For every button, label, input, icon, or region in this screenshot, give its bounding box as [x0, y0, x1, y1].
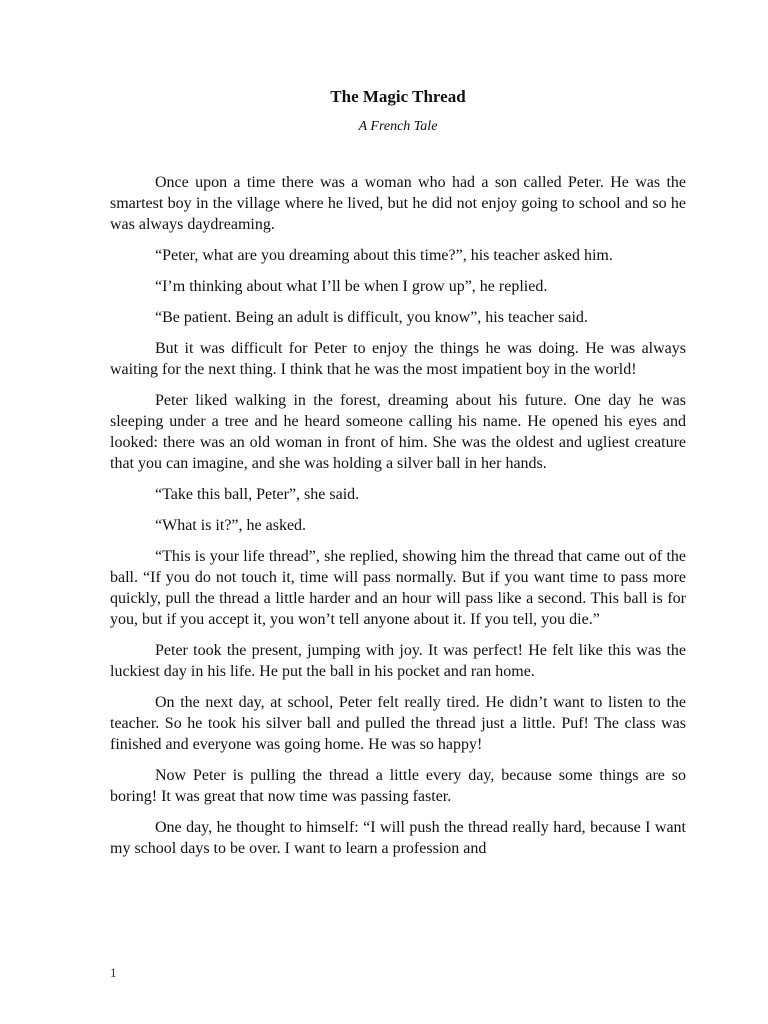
story-body: [110, 172, 686, 869]
paragraph-4: “Be patient. Being an adult is difficult, you know”, his teacher said.: [155, 309, 588, 326]
paragraph-8: “What is it?”, he asked.: [155, 517, 307, 534]
paragraph-2: “Peter, what are you dreaming about this time?”, his teacher asked him.: [155, 247, 613, 264]
paragraph-7: “Take this ball, Peter”, she said.: [155, 486, 360, 503]
paragraph-3: “I’m thinking about what I’ll be when I grow up”, he replied.: [155, 278, 548, 295]
paragraph-5: But it was difficult for Peter to enjoy the things he was doing. He was always waiting for the next thing. I think that he was the most impatient boy in the world!: [110, 340, 686, 378]
paragraph-10: Peter took the present, jumping with joy. It was perfect! He felt like this was the luckiest day in his life. He put the ball in his pocket and ran home.: [110, 642, 686, 680]
paragraph-11: On the next day, at school, Peter felt really tired. He didn’t want to listen to the teacher. So he took his silver ball and pulled the thread just a little. Puf! The class was finished and everyone was going home. He was so happy!: [110, 694, 686, 753]
paragraph-9: “This is your life thread”, she replied, showing him the thread that came out of the ball. “If you do not touch it, time will pass normally. But if you want time to pass more quickly, pull the thread a little harder and an hour will pass like a second. This ball is for you, but if you accept it, you won’t tell anyone about it. If you tell, you die.”: [110, 548, 686, 628]
document-title: The Magic Thread: [330, 87, 466, 106]
page-number: 1: [110, 965, 117, 980]
paragraph-13: One day, he thought to himself: “I will push the thread really hard, because I want my school days to be over. I want to learn a profession and: [110, 819, 686, 857]
paragraph-1: Once upon a time there was a woman who had a son called Peter. He was the smartest boy in the village where he lived, but he did not enjoy going to school and so he was always daydreaming.: [110, 174, 686, 233]
paragraph-12: Now Peter is pulling the thread a little every day, because some things are so boring! It was great that now time was passing faster.: [110, 767, 686, 805]
paragraph-6: Peter liked walking in the forest, dreaming about his future. One day he was sleeping under a tree and he heard someone calling his name. He opened his eyes and looked: there was an old woman in front of him. She was the oldest and ugliest creature that you can imagine, and she was holding a silver ball in her hands.: [110, 392, 686, 472]
document-subtitle: A French Tale: [358, 119, 438, 134]
